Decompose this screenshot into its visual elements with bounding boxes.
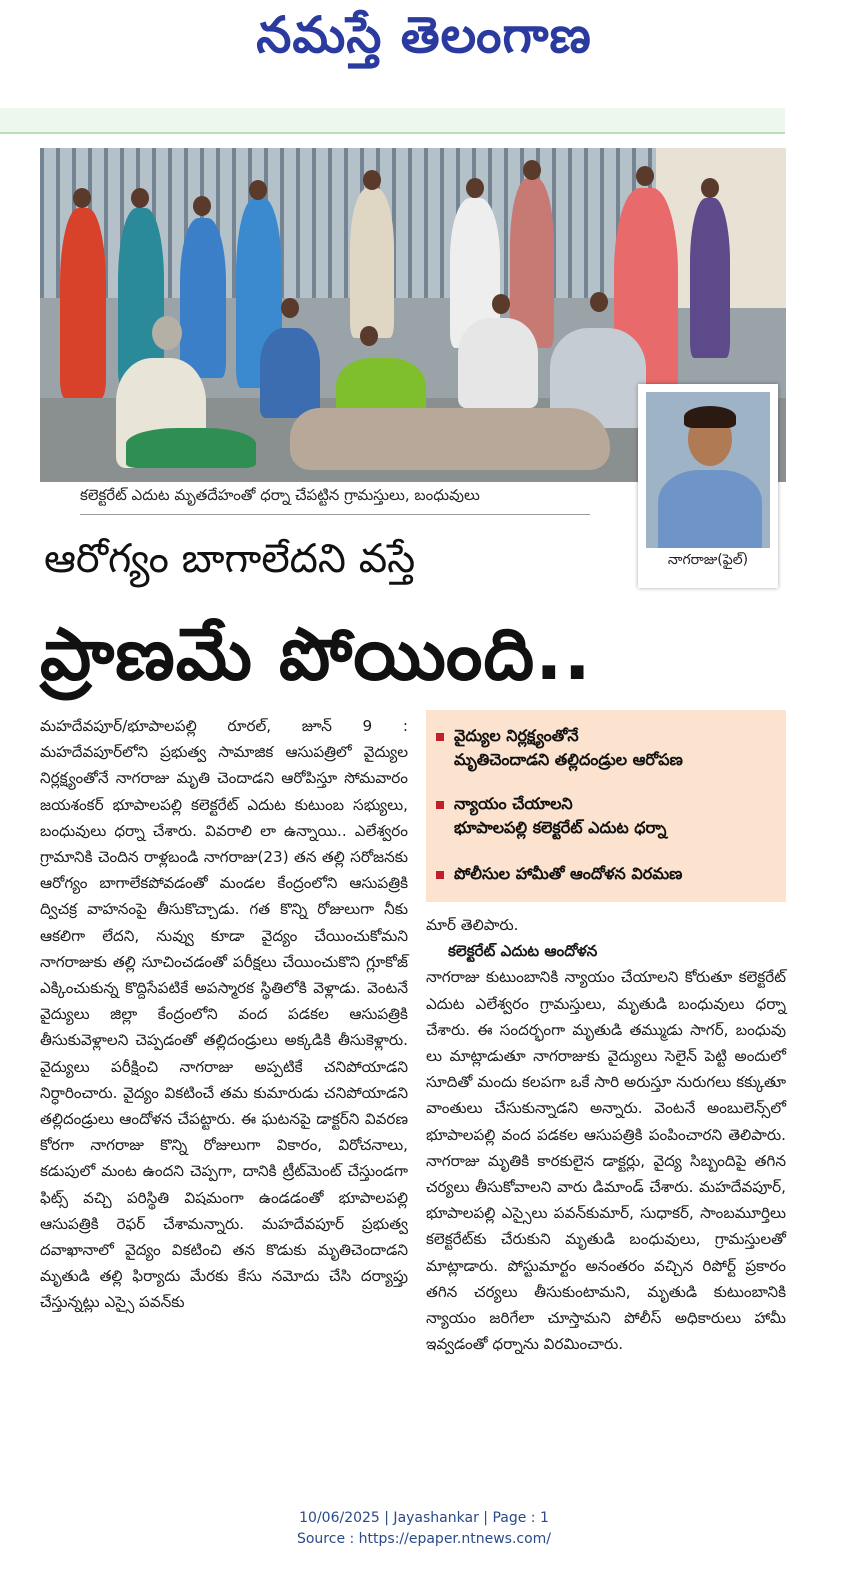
footer-dateline: 10/06/2025 | Jayashankar | Page : 1 <box>299 1510 549 1526</box>
article-body-1: మహదేవపూర్/భూపాలపల్లి రూరల్, జూన్ 9 : మహదేవపూర్‌లోని ప్రభుత్వ సామాజిక ఆసుపత్రిలో వైద్యుల నిర్లక్ష్యంతోనే నాగరాజు మృతి చెందాడని ఆరోపిస్తూ సోమవారం జయశంకర్ భూపాలపల్లి కలెక్టరేట్ ఎదుట కుటుంబ సభ్యులు, బంధువులు ధర్నా చేశారు. వివరాలి లా ఉన్నాయి.. ఎలేశ్వరం గ్రామానికి చెందిన రాళ్లబండి నాగరాజు(23) తన తల్లి సరోజనకు ఆరోగ్యం బాగాలేకపోవడంతో మండల కేంద్రంలోని ఆసుపత్రికి ద్విచక్ర వాహనంపై తీసుకొచ్చాడు. గత కొన్ని రోజులుగా నీకు ఆకలిగా లేదని, నువ్వు కూడా వైద్యం చేయించుకోమని నాగరాజుకు తల్లి సూచించడంతో పరీక్షలు చేయించుకొని గ్లూకోజ్ ఎక్కించుకున్న కొద్దిసేపటికే అపస్మారక స్థితిలోకి వెళ్లాడు. వెంటనే వైద్యులు జిల్లా కేంద్రంలోని వంద పడకల ఆసుపత్రికి తీసుకువెళ్లాలని చెప్పడంతో తల్లిదండ్రులు అక్కడికి తీసుకెళ్లారు. వైద్యులు పరీక్షించి నాగరాజు అప్పటికే చనిపోయాడని నిర్ధారించారు. వైద్యం వికటించే తమ కుమారుడు చనిపోయాడని తల్లిదండ్రులు ఆందోళన చేపట్టారు. ఈ ఘటనపై డాక్టర్‌ని వివరణ కోరగా నాగరాజు కొన్ని రోజులుగా వికారం, విరోచనాలు, కడుపులో మంట ఉందని చెప్పగా, దానికి ట్రీట్‌మెంట్ చేస్తుండగా ఫిట్స్ వచ్చి పరిస్థితి విషమంగా ఉండడంతో భూపాలపల్లి ఆసుపత్రికి రెఫర్ చేశామన్నారు. మహదేవపూర్ ప్రభుత్వ దవాఖానాలో వైద్యం వికటించి తన కొడుకు మృతిచెందాడని మృతుడి తల్లి ఫిర్యాదు మేరకు కేసు నమోదు చేసి దర్యాప్తు చేస్తున్నట్లు ఎస్సై పవన్‌కు <box>40 717 408 1312</box>
highlights-box <box>426 710 786 902</box>
bullet-icon <box>436 801 444 809</box>
article-body-2: నాగరాజు కుటుంబానికి న్యాయం చేయాలని కోరుతూ కలెక్టరేట్ ఎదుట ఎలేశ్వరం గ్రామస్తులు, మృతుడి బంధువులు ధర్నా చేశారు. ఈ సందర్భంగా మృతుడి తమ్ముడు సాగర్, బంధువు లు మాట్లాడుతూ నాగరాజుకు వైద్యులు సెలైన్ పెట్టి అందులో సూదితో మందు కలపగా ఒకే సారి అరుస్తూ నురుగలు కక్కుతూ వాంతులు చేసుకున్నాడని అన్నారు. వెంటనే అంబులెన్స్‌లో భూపాలపల్లి వంద పడకల ఆసుపత్రికి పంపించారని తెలిపారు. నాగరాజు మృతికి కారకులైన డాక్టర్లు, వైద్య సిబ్బందిపై తగిన చర్యలు తీసుకోవాలని వారు డిమాండ్ చేశారు. మహదేవపూర్, భూపాలపల్లి ఎస్సైలు పవన్‌కుమార్, సుధాకర్, సాంబమూర్తిలు కలెక్టరేట్‌కు చేరుకుని మృతుడి బంధువులు, గ్రామస్తులతో మాట్లాడారు. పోస్టుమార్టం అనంతరం వచ్చిన రిపోర్ట్ ప్రకారం తగిన చర్యలు తీసుకుంటామని, మృతుడి కుటుంబానికి న్యాయం జరిగేలా చూస్తామని పోలీస్ అధికారులు హామీ ఇవ్వడంతో ధర్నాను విరమించారు. <box>426 968 786 1354</box>
highlight-item: వైద్యుల నిర్లక్ష్యంతోనే మృతిచెందాడని తల్లిదండ్రుల ఆరోపణ <box>436 724 683 772</box>
newspaper-title: నమస్తే తెలంగాణ <box>256 6 592 64</box>
inset-photo <box>638 384 778 588</box>
portrait-image <box>646 392 770 548</box>
masthead <box>0 0 848 80</box>
article-column-2 <box>426 912 786 1357</box>
highlight-item: న్యాయం చేయాలని భూపాలపల్లి కలెక్టరేట్ ఎదుట ధర్నా <box>436 792 666 840</box>
headline-main: ప్రాణమే పోయింది.. <box>40 612 592 696</box>
article-subheading: కలెక్టరేట్ ఎదుట ఆందోళన <box>448 942 598 961</box>
highlight-item: పోలీసుల హామీతో ఆందోళన విరమణ <box>436 862 682 886</box>
article-column-1 <box>40 713 408 1316</box>
photo-caption: కలెక్టరేట్ ఎదుట మృతదేహంతో ధర్నా చేపట్టిన గ్రామస్తులు, బంధువులు <box>80 486 590 515</box>
footer-source: Source : https://epaper.ntnews.com/ <box>296 1531 552 1547</box>
headline-kicker: ఆరోగ్యం బాగాలేదని వస్తే <box>44 536 416 582</box>
bullet-icon <box>436 871 444 879</box>
bullet-icon <box>436 733 444 741</box>
header-divider <box>0 108 785 134</box>
inset-caption: నాగరాజు(ఫైల్) <box>667 552 749 568</box>
article-continuation: మార్ తెలిపారు. <box>426 916 519 934</box>
page-footer <box>0 1508 848 1550</box>
